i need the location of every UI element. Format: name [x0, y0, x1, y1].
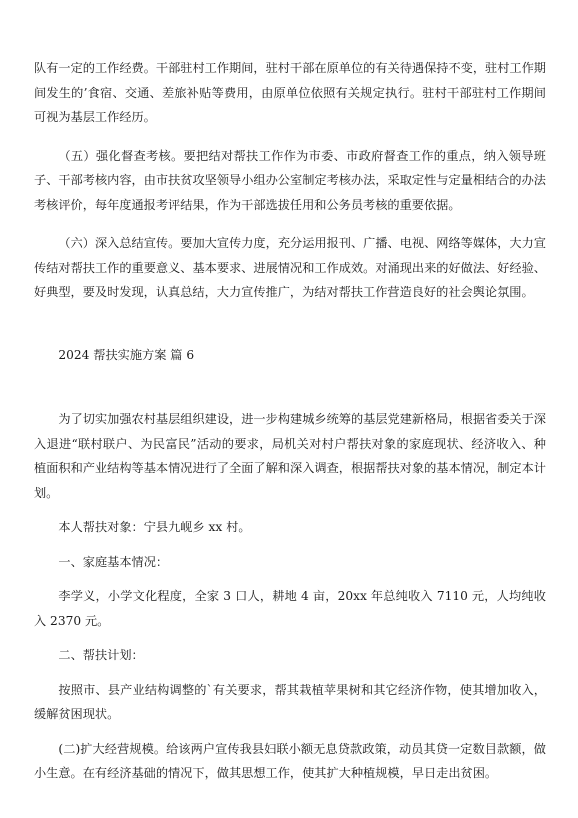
paragraph-industry-adjustment: 按照市、县产业结构调整的`有关要求，帮其栽植苹果树和其它经济作物，使其增加收入，缓解贫困现状。 — [34, 682, 546, 721]
paragraph-intro: 为了切实加强农村基层组织建设，进一步构建城乡统筹的基层党建新格局，根据省委关于深入退进“联村联户、为民富民”活动的要求，局机关对村户帮扶对象的家庭现状、经济收入、种植面积和产业结构等基本情况进行了全面了解和深入调查，根据帮扶对象的基本情况，制定本计划。 — [34, 412, 546, 500]
paragraph-target: 本人帮扶对象：宁县九岘乡 xx 村。 — [58, 520, 251, 534]
heading-family-situation: 一、家庭基本情况： — [58, 554, 169, 569]
paragraph-publicity: （六）深入总结宣传。要加大宣传力度，充分运用报刊、广播、电视、网络等媒体，大力宣传结对帮扶工作的重要意义、基本要求、进展情况和工作成效。对涌现出来的好做法、好经验、好典型，要及时发现，认真总结，大力宣传推广，为结对帮扶工作营造良好的社会舆论氛围。 — [34, 236, 546, 299]
section-title: 2024 帮扶实施方案 篇 6 — [58, 347, 195, 362]
paragraph-supervision: （五）强化督查考核。要把结对帮扶工作作为市委、市政府督查工作的重点，纳入领导班子、干部考核内容，由市扶贫攻坚领导小组办公室制定考核办法，采取定性与定量相结合的办法考核评价，每年度通报考评结果，作为干部选拔任用和公务员考核的重要依据。 — [34, 148, 546, 212]
paragraph-family-details: 李学义，小学文化程度，全家 3 口人，耕地 4 亩，20xx 年总纯收入 7110 元，人均纯收入 2370 元。 — [34, 589, 546, 628]
heading-assistance-plan: 二、帮扶计划： — [58, 648, 144, 662]
paragraph-funding: 队有一定的工作经费。干部驻村工作期间，驻村干部在原单位的有关待遇保持不变，驻村工作期间发生的’食宿、交通、差旅补贴等费用，由原单位依照有关规定执行。驻村干部驻村工作期间可视为基层工作经历。 — [34, 61, 546, 124]
paragraph-expand-operations: (二)扩大经营规模。给该两户宣传我县妇联小额无息贷款政策，动员其贷一定数目款额，做小生意。在有经济基础的情况下，做其思想工作，使其扩大种植规模，早日走出贫困。 — [34, 741, 546, 780]
